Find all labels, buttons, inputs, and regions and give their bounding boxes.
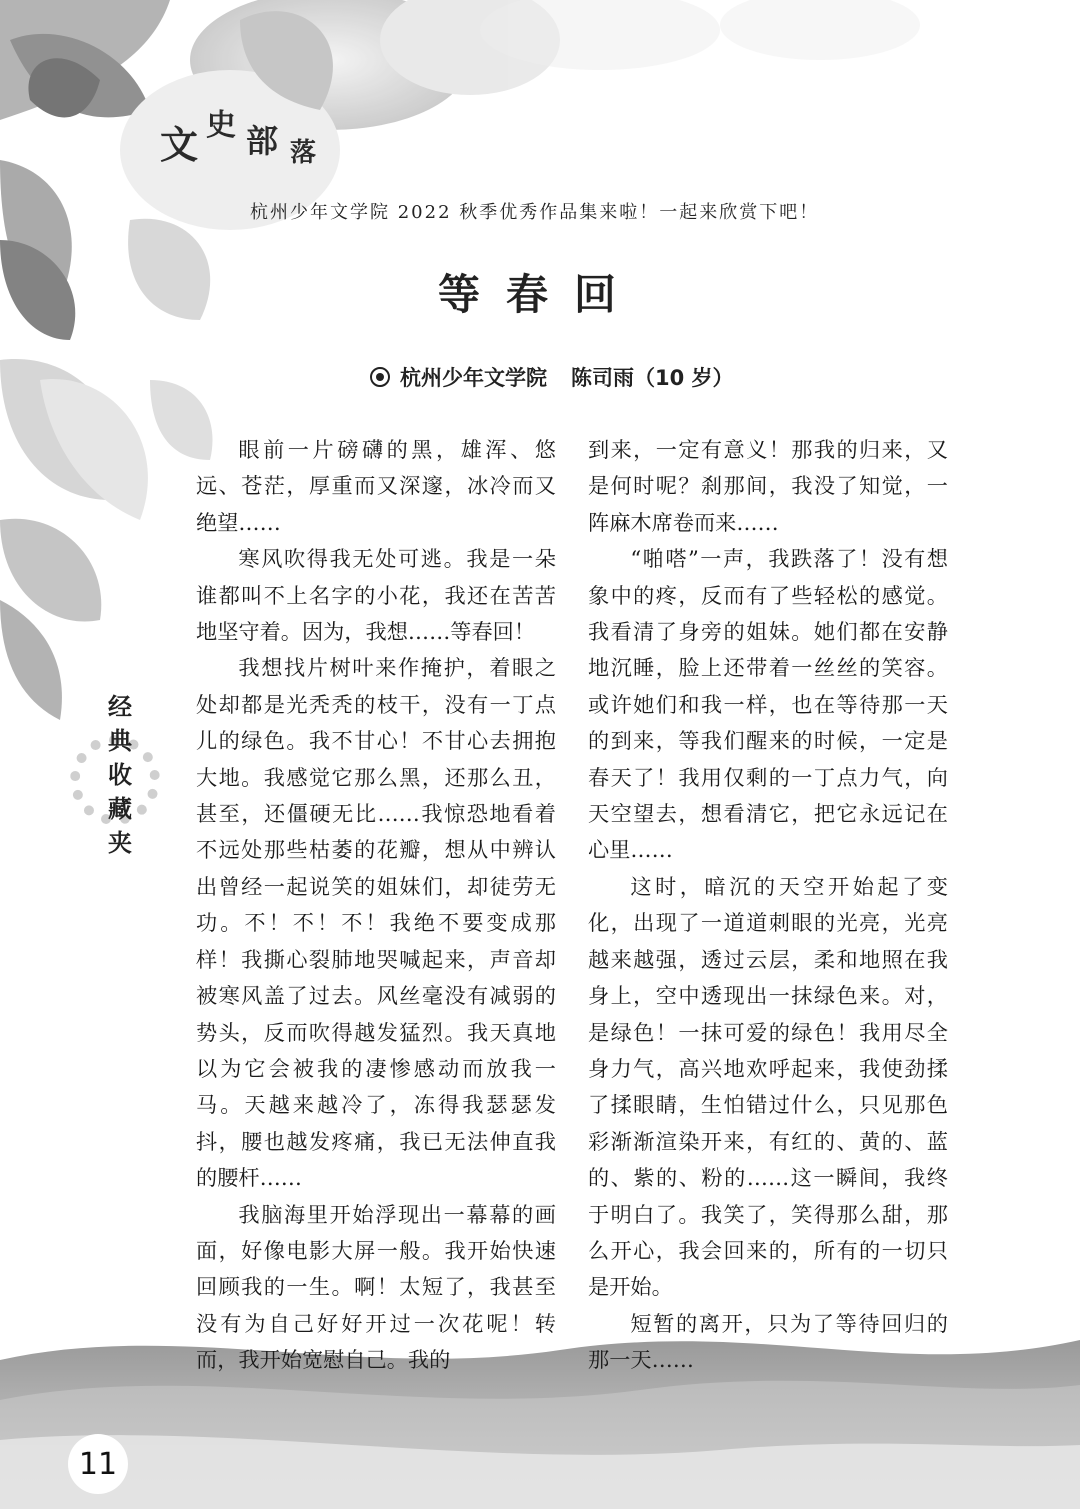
side-label-char: 典 — [108, 727, 132, 755]
side-label-char: 收 — [108, 761, 132, 789]
section-title-char: 文 — [160, 123, 199, 167]
leaf-faint-top — [480, 0, 920, 70]
side-label-char: 夹 — [108, 829, 132, 857]
bullet-icon — [370, 367, 390, 387]
byline — [370, 362, 734, 392]
paragraph: 眼前一片磅礴的黑，雄浑、悠远、苍茫，厚重而又深邃，冰冷而又绝望…… — [196, 437, 556, 535]
page-number: 11 — [68, 1434, 128, 1494]
paragraph: 短暂的离开，只为了等待回归的那一天…… — [588, 1310, 948, 1373]
byline-author: 陈司雨（10 岁） — [571, 366, 734, 390]
paragraph: 这时，暗沉的天空开始起了变化，出现了一道道刺眼的光亮，光亮越来越强，透过云层，柔和地照在我身上，空中透现出一抹绿色来。对，是绿色！一抹可爱的绿色！我用尽全身力气，高兴地欢呼起来，我使劲揉了揉眼睛，生怕错过什么，只见那色彩渐渐渲染开来，有红的、黄的、蓝的、紫的、粉的……这一瞬间，我终于明白了。我笑了，笑得那么甜，那么开心，我会回来的，所有的一切只是开始。 — [588, 873, 948, 1300]
section-title-char: 落 — [290, 138, 317, 168]
side-label-char: 经 — [108, 693, 132, 721]
collection-subtitle: 杭州少年文学院 2022 秋季优秀作品集来啦！一起来欣赏下吧！ — [250, 202, 820, 223]
section-title-char: 史 — [206, 108, 236, 143]
paragraph: 到来，一定有意义！那我的归来，又是何时呢？刹那间，我没了知觉，一阵麻木席卷而来…… — [588, 437, 948, 535]
side-label-char: 藏 — [108, 795, 132, 823]
side-label — [100, 690, 140, 860]
paragraph: 寒风吹得我无处可逃。我是一朵谁都叫不上名字的小花，我还在苦苦地坚守着。因为，我想……等春回！ — [196, 546, 556, 645]
article-column-left — [196, 432, 556, 1379]
section-title-char: 部 — [246, 122, 279, 160]
paragraph: “啪嗒”一声，我跌落了！没有想象中的疼，反而有了些轻松的感觉。我看清了身旁的姐妹。她们都在安静地沉睡，脸上还带着一丝丝的笑容。或许她们和我一样，也在等待那一天的到来，等我们醒来的时候，一定是春天了！我用仅剩的一丁点力气，向天空望去，想看清它，把它永远记在心里…… — [588, 546, 948, 863]
paragraph: 我脑海里开始浮现出一幕幕的画面，好像电影大屏一般。我开始快速回顾我的一生。啊！太短了，我甚至没有为自己好好开过一次花呢！转而，我开始宽慰自己。我的 — [196, 1201, 556, 1373]
article-column-right — [588, 432, 948, 1379]
paragraph: 我想找片树叶来作掩护，着眼之处却都是光秃秃的枝干，没有一丁点儿的绿色。我不甘心！不甘心去拥抱大地。我感觉它那么黑，还那么丑，甚至，还僵硬无比……我惊恐地看着不远处那些枯萎的花瓣，想从中辨认出曾经一起说笑的姐妹们，却徒劳无功。不！不！不！我绝不要变成那样！我撕心裂肺地哭喊起来，声音却被寒风盖了过去。风丝毫没有减弱的势头，反而吹得越发猛烈。我天真地以为它会被我的凄惨感动而放我一马。天越来越冷了，冻得我瑟瑟发抖，腰也越发疼痛，我已无法伸直我的腰杆…… — [196, 655, 556, 1191]
section-title — [150, 100, 350, 170]
byline-school: 杭州少年文学院 — [400, 366, 547, 390]
article-title: 等春回 — [437, 270, 642, 319]
